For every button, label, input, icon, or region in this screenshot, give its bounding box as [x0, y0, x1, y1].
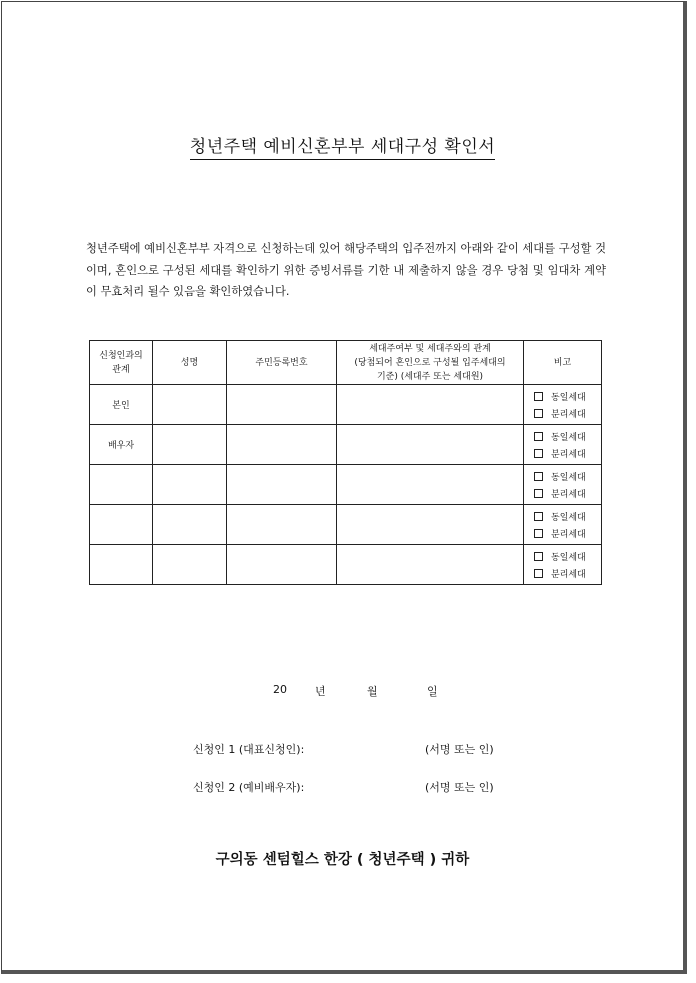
relation-cell: 본인	[90, 385, 153, 425]
header-relation	[90, 341, 153, 385]
table-row	[90, 385, 602, 425]
household-cell[interactable]	[337, 385, 524, 425]
header-household-line1: 세대주여부 및 세대주와의 관계	[369, 343, 491, 354]
same-household-label: 동일세대	[551, 512, 586, 523]
applicant1-label: 신청인 1 (대표신청인):	[193, 743, 305, 756]
table-header-row	[90, 341, 602, 385]
remarks-cell	[524, 465, 602, 505]
checkbox-icon[interactable]	[534, 512, 543, 521]
relation-cell[interactable]	[90, 545, 153, 585]
header-resident-number: 주민등록번호	[227, 341, 337, 385]
separate-household-option[interactable]	[534, 525, 601, 542]
header-relation-line1: 신청인과의	[99, 350, 143, 361]
household-table	[89, 340, 602, 585]
remarks-cell	[524, 425, 602, 465]
year-prefix: 20	[273, 683, 287, 696]
checkbox-icon[interactable]	[534, 432, 543, 441]
same-household-option[interactable]	[534, 508, 601, 525]
checkbox-icon[interactable]	[534, 529, 543, 538]
header-relation-line2: 관계	[112, 364, 130, 375]
document-page	[1, 1, 687, 974]
name-cell[interactable]	[153, 545, 227, 585]
separate-household-label: 분리세대	[551, 449, 586, 460]
separate-household-option[interactable]	[534, 485, 601, 502]
addressee: 구의동 센텀힐스 한강 ( 청년주택 ) 귀하	[215, 852, 470, 868]
same-household-option[interactable]	[534, 388, 601, 405]
checkbox-icon[interactable]	[534, 449, 543, 458]
separate-household-label: 분리세대	[551, 569, 586, 580]
relation-cell: 배우자	[90, 425, 153, 465]
separate-household-label: 분리세대	[551, 489, 586, 500]
same-household-label: 동일세대	[551, 392, 586, 403]
applicant2-label: 신청인 2 (예비배우자):	[193, 781, 305, 794]
remarks-cell	[524, 505, 602, 545]
same-household-option[interactable]	[534, 428, 601, 445]
checkbox-icon[interactable]	[534, 392, 543, 401]
table-row	[90, 545, 602, 585]
separate-household-option[interactable]	[534, 405, 601, 422]
header-household-line3: 기준) (세대주 또는 세대원)	[376, 371, 484, 382]
checkbox-icon[interactable]	[534, 472, 543, 481]
name-cell[interactable]	[153, 425, 227, 465]
applicant1-signature[interactable]: (서명 또는 인)	[425, 743, 494, 756]
checkbox-icon[interactable]	[534, 409, 543, 418]
intro-paragraph: 청년주택에 예비신혼부부 자격으로 신청하는데 있어 해당주택의 입주전까지 아래와 같이 세대를 구성할 것이며, 혼인으로 구성된 세대를 확인하기 위한 증빙서류를 기한 내 제출하지 않을 경우 당첨 및 임대차 계약이 무효처리 될수 있음을 확인하였습니다.	[86, 242, 606, 298]
header-name: 성명	[153, 341, 227, 385]
table-row	[90, 505, 602, 545]
household-cell[interactable]	[337, 545, 524, 585]
resident-number-cell[interactable]	[227, 465, 337, 505]
header-household-line2: (당첨되어 혼인으로 구성될 입주세대의	[354, 357, 506, 368]
table-row	[90, 425, 602, 465]
same-household-option[interactable]	[534, 548, 601, 565]
month-label: 월	[367, 685, 378, 698]
checkbox-icon[interactable]	[534, 569, 543, 578]
checkbox-icon[interactable]	[534, 552, 543, 561]
remarks-cell	[524, 385, 602, 425]
same-household-label: 동일세대	[551, 552, 586, 563]
applicant2-signature[interactable]: (서명 또는 인)	[425, 781, 494, 794]
document-title-text: 청년주택 예비신혼부부 세대구성 확인서	[190, 137, 495, 160]
relation-cell[interactable]	[90, 465, 153, 505]
remarks-cell	[524, 545, 602, 585]
name-cell[interactable]	[153, 505, 227, 545]
relation-cell[interactable]	[90, 505, 153, 545]
resident-number-cell[interactable]	[227, 425, 337, 465]
household-cell[interactable]	[337, 465, 524, 505]
same-household-label: 동일세대	[551, 472, 586, 483]
name-cell[interactable]	[153, 465, 227, 505]
document-title	[2, 132, 683, 157]
header-household	[337, 341, 524, 385]
separate-household-label: 분리세대	[551, 409, 586, 420]
resident-number-cell[interactable]	[227, 385, 337, 425]
year-label: 년	[315, 685, 326, 698]
separate-household-option[interactable]	[534, 565, 601, 582]
checkbox-icon[interactable]	[534, 489, 543, 498]
household-cell[interactable]	[337, 505, 524, 545]
resident-number-cell[interactable]	[227, 545, 337, 585]
same-household-option[interactable]	[534, 468, 601, 485]
separate-household-option[interactable]	[534, 445, 601, 462]
separate-household-label: 분리세대	[551, 529, 586, 540]
same-household-label: 동일세대	[551, 432, 586, 443]
day-label: 일	[427, 685, 438, 698]
resident-number-cell[interactable]	[227, 505, 337, 545]
header-remarks: 비고	[524, 341, 602, 385]
name-cell[interactable]	[153, 385, 227, 425]
table-row	[90, 465, 602, 505]
household-cell[interactable]	[337, 425, 524, 465]
